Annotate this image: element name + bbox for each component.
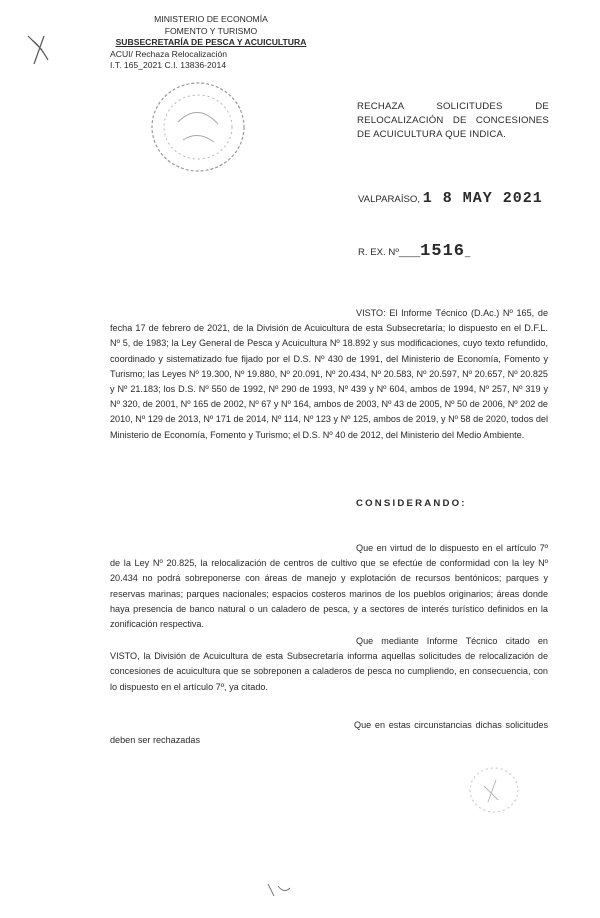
page-initial-mark	[264, 880, 294, 900]
subsecretaria-name: SUBSECRETARÍA DE PESCA Y ACUICULTURA	[115, 37, 307, 47]
visto-paragraph: VISTO: El Informe Técnico (D.Ac.) Nº 165, de fecha 17 de febrero de 2021, de la División de Acuicultura de esta Subsecretaría; lo dispuesto en el D.F.L. Nº 5, de 1983; la Ley General de Pesca y Acuicultura Nº 18.892 y sus modificaciones, cuyo texto refundido, coordinado y sistematizado fue fijado por el D.S. Nº 430 de 1991, del Ministerio de Economía, Fomento y Turismo; las Leyes Nº 19.300, Nº 19.880, Nº 20.091, Nº 20.434, Nº 20.583, Nº 20.597, Nº 20.657, Nº 20.825 y Nº 21.183; los D.S. Nº 550 de 1992, Nº 290 de 1993, Nº 439 y Nº 604, ambos de 1994, Nº 257, Nº 319 y Nº 320, de 2001, Nº 165 de 2002, Nº 67 y Nº 164, ambos de 2003, Nº 43 de 2005, Nº 50 de 2006, Nº 202 de 2010, Nº 129 de 2013, Nº 171 de 2014, Nº 114, Nº 123 y Nº 125, ambos de 2019, y Nº 58 de 2020, todos del Ministerio de Economía, Fomento y Turismo; el D.S. Nº 40 de 2012, del Ministerio del Medio Ambiente.	[110, 308, 548, 440]
resolution-subject: RECHAZA SOLICITUDES DE RELOCALIZACIÓN DE CONCESIONES DE ACUICULTURA QUE INDICA.	[357, 101, 549, 140]
date-stamp: 1 8 MAY 2021	[422, 190, 543, 207]
considerando-paragraph-3: Que en estas circunstancias dichas solicitudes deben ser rechazadas	[110, 720, 548, 746]
resolution-number-label: R. EX. Nº	[358, 247, 399, 258]
ministry-name: MINISTERIO DE ECONOMÍA	[154, 14, 268, 24]
ministry-name-2: FOMENTO Y TURISMO	[164, 25, 258, 36]
considerando-heading: CONSIDERANDO:	[356, 498, 467, 509]
resolution-number: 1516	[420, 242, 465, 261]
considerando-paragraph-1: Que en virtud de lo dispuesto en el artículo 7º de la Ley Nº 20.825, la relocalización de centros de cultivo que se efectúe de conformidad con la ley Nº 20.434 no podrá sobreponerse con áreas de manejo y explotación de recursos bentónicos; parques y reservas marinas; parques nacionales; espacios costeros marinos de los pueblos originarios; áreas donde haya presencia de banco natural o un caladero de pesca, y a sectores de interés turístico definidos en la zonificación respectiva.	[110, 543, 548, 630]
official-seal-stamp	[138, 72, 258, 182]
resolution-number-line: R. EX. Nº____1516_	[358, 242, 471, 261]
place-date-line	[358, 190, 543, 207]
letterhead	[96, 14, 326, 72]
reference-line: ACUI/ Rechaza Relocalización	[110, 48, 228, 59]
considerando-paragraph-2: Que mediante Informe Técnico citado en VISTO, la División de Acuicultura de esta Subsecretaría informa aquellas solicitudes de relocalización de concesiones de acuicultura que se sobreponen a caladeros de pesca no cumpliendo, en consecuencia, con lo dispuesto en el artículo 7º, ya citado.	[110, 636, 548, 692]
place-name: VALPARAÍSO,	[358, 194, 421, 205]
faint-seal-mark	[462, 760, 526, 820]
handwritten-initial-mark	[22, 30, 56, 70]
reference-code: I.T. 165_2021 C.I. 13836-2014	[110, 60, 227, 70]
